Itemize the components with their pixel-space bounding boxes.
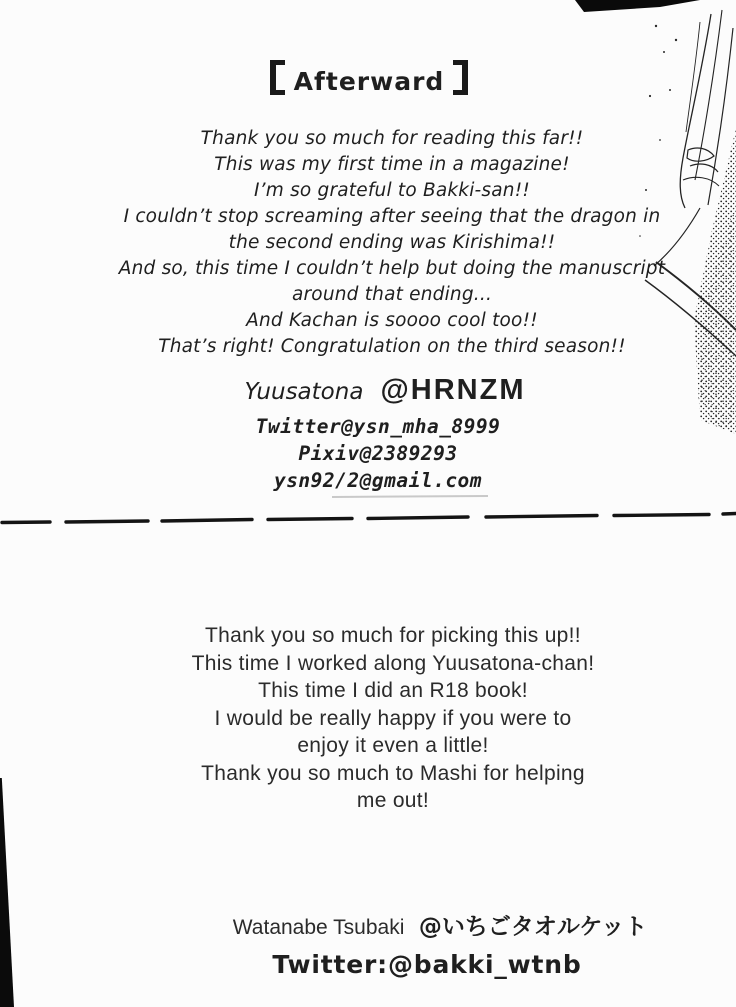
author2-twitter: Twitter:@bakki_wtnb <box>272 950 582 979</box>
message-line: around that ending... <box>291 284 493 305</box>
right-lenticular-bracket <box>453 60 468 95</box>
message-line: me out! <box>356 789 430 812</box>
author1-message <box>0 126 736 360</box>
contact-line: Twitter@ysn_mha_8999 <box>255 415 501 438</box>
contact-line: ysn92/2@gmail.com <box>273 469 483 492</box>
message-line: Thank you so much to Mashi for helping <box>201 761 585 785</box>
dashed-divider <box>2 514 736 523</box>
left-lenticular-bracket <box>270 60 285 95</box>
author1-handle: @HRNZM <box>380 374 526 406</box>
message-line: This was my first time in a magazine! <box>214 154 570 175</box>
message-line: I couldn’t stop screaming after seeing that the dragon in <box>123 206 661 227</box>
message-line: Thank you so much for picking this up!! <box>205 624 581 647</box>
message-line: Thank you so much for reading this far!! <box>200 128 584 149</box>
faint-line-artifact <box>332 496 488 497</box>
message-line: the second ending was Kirishima!! <box>228 232 556 253</box>
message-line: This time I did an R18 book! <box>258 679 528 702</box>
author1-contacts <box>0 413 736 494</box>
author2-credit <box>0 908 736 941</box>
scan-wedge-top <box>575 0 700 12</box>
message-line: That’s right! Congratulation on the third season!! <box>158 336 626 357</box>
author1-credit <box>0 374 736 407</box>
message-line: enjoy it even a little! <box>297 734 489 757</box>
message-line: This time I worked along Yuusatona-chan! <box>191 651 595 675</box>
author2-handle: @いちごタオルケット <box>418 914 648 940</box>
message-line: And so, this time I couldn’t help but doing the manuscript <box>118 258 666 279</box>
message-line: And Kachan is soooo cool too!! <box>246 310 538 331</box>
message-line: I would be really happy if you were to <box>214 706 572 730</box>
page-title <box>0 60 736 96</box>
author1-name: Yuusatona <box>244 379 364 405</box>
message-line: I’m so grateful to Bakki-san!! <box>254 180 530 201</box>
author2-message <box>0 622 736 815</box>
author2-name: Watanabe Tsubaki <box>232 916 405 939</box>
page-title-text: Afterward <box>293 67 445 96</box>
contact-line: Pixiv@2389293 <box>298 442 458 465</box>
